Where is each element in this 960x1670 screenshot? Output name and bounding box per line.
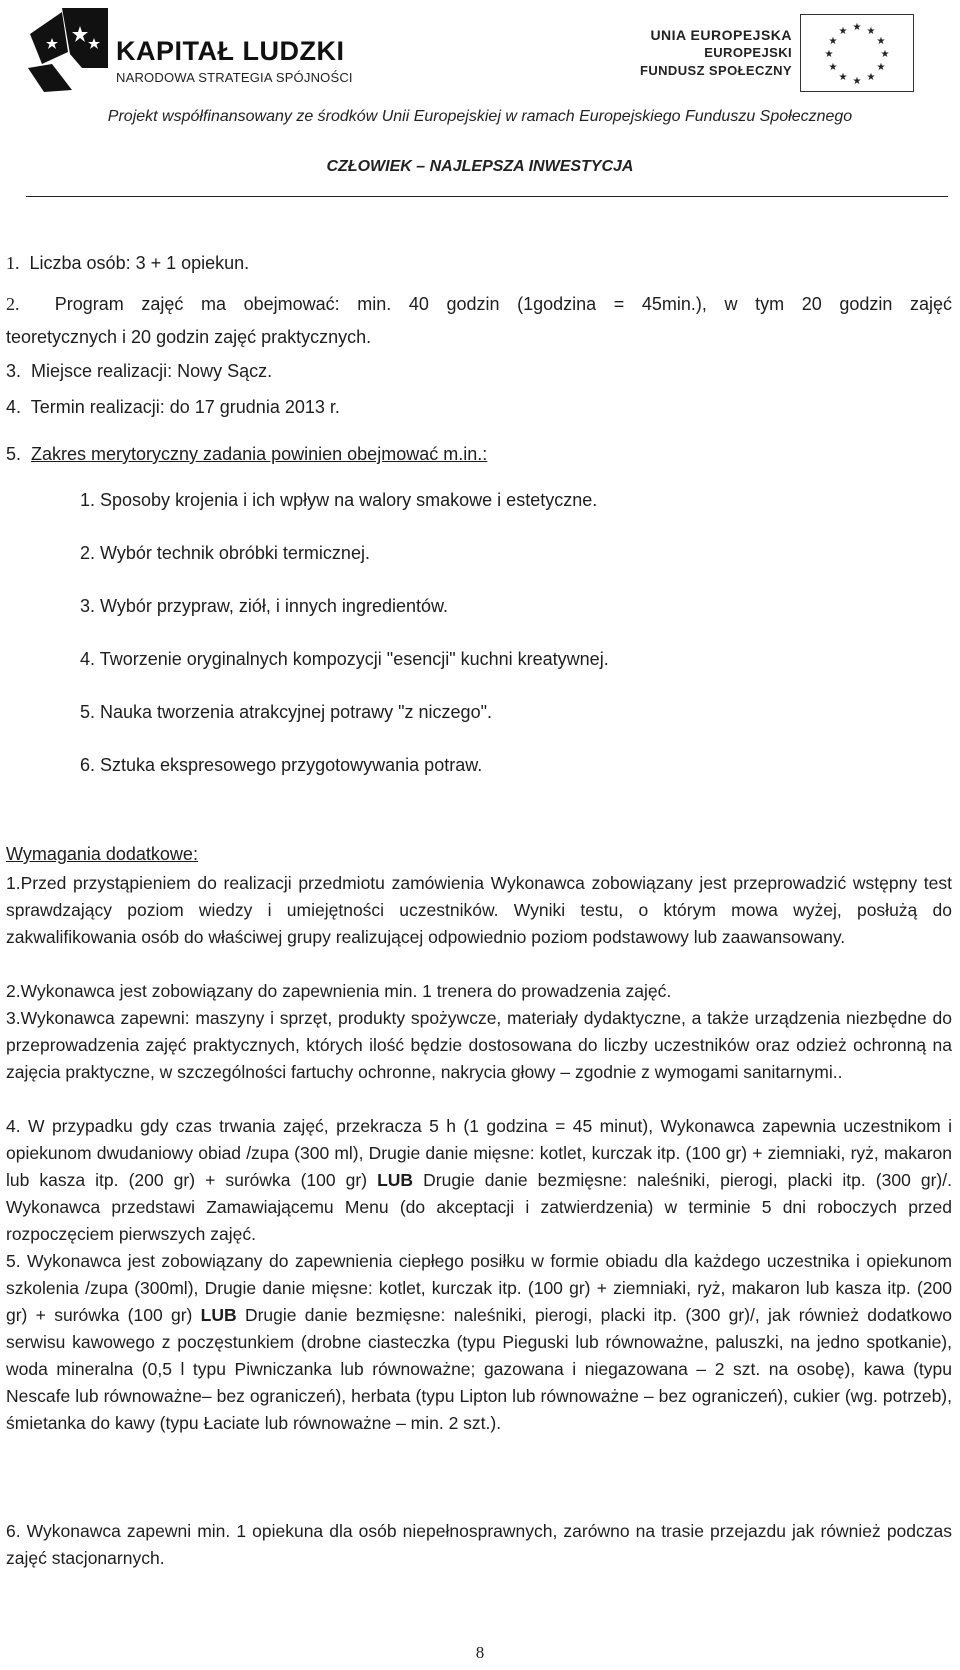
list-item-continuation: teoretycznych i 20 godzin zajęć praktycznych. bbox=[6, 327, 372, 347]
list-item bbox=[6, 444, 487, 465]
svg-text:★: ★ bbox=[876, 62, 886, 73]
requirement-paragraph-5 bbox=[6, 1248, 952, 1437]
list-item-number: 5. bbox=[6, 444, 22, 464]
list-item-text: Miejsce realizacji: Nowy Sącz. bbox=[31, 361, 273, 381]
list-item-number: 1. bbox=[6, 253, 20, 273]
sub-list-item: 2. Wybór technik obróbki termicznej. bbox=[80, 543, 370, 563]
sub-list-item: 1. Sposoby krojenia i ich wpływ na walory smakowe i estetyczne. bbox=[80, 490, 598, 510]
sub-list-item: 6. Sztuka ekspresowego przygotowywania potraw. bbox=[80, 755, 483, 775]
svg-text:★: ★ bbox=[880, 49, 890, 60]
eu-flag-icon bbox=[800, 14, 914, 92]
list-item-number: 2. bbox=[6, 294, 20, 314]
list-item-text: Program zajęć ma obejmować: min. 40 godzin (1godzina = 45min.), w tym 20 godzin zajęć bbox=[54, 294, 952, 314]
paragraph-bold-text: LUB bbox=[200, 1305, 237, 1325]
eu-line-1: UNIA EUROPEJSKA bbox=[650, 27, 792, 43]
svg-text:★: ★ bbox=[828, 36, 838, 47]
sub-list-item: 4. Tworzenie oryginalnych kompozycji "esencji" kuchni kreatywnej. bbox=[80, 649, 609, 669]
list-item bbox=[6, 253, 249, 274]
requirement-paragraph-2: 2.Wykonawca jest zobowiązany do zapewnienia min. 1 trenera do prowadzenia zajęć. bbox=[6, 981, 672, 1001]
paragraph-text: Drugie danie bezmięsne: naleśniki, pierogi, placki itp. (300 gr)/. Wykonawca przedstawi Zamawiającemu Menu (do akceptacji i zatwierdzenia) w terminie 5 dni roboczych przed rozpoczęciem pierwszych zajęć. bbox=[6, 1170, 952, 1244]
kapital-ludzki-title: KAPITAŁ LUDZKI bbox=[116, 36, 345, 66]
svg-text:★: ★ bbox=[838, 26, 848, 37]
eu-logo bbox=[620, 14, 920, 94]
eu-line-3: FUNDUSZ SPOŁECZNY bbox=[640, 63, 792, 78]
sub-list-item: 3. Wybór przypraw, ziół, i innych ingredientów. bbox=[80, 596, 449, 616]
header-divider bbox=[26, 196, 948, 197]
list-item bbox=[6, 361, 272, 382]
list-item-text: Zakres merytoryczny zadania powinien obejmować m.in.: bbox=[31, 444, 488, 464]
list-item bbox=[6, 294, 952, 315]
svg-text:★: ★ bbox=[852, 76, 862, 87]
project-cofinancing-line: Projekt współfinansowany ze środków Unii Europejskiej w ramach Europejskiego Funduszu Społecznego bbox=[107, 108, 853, 125]
svg-text:★: ★ bbox=[876, 36, 886, 47]
paragraph-bold-text: LUB bbox=[377, 1170, 414, 1190]
requirement-paragraph-6: 6. Wykonawca zapewni min. 1 opiekuna dla osób niepełnosprawnych, zarówno na trasie przejazdu jak również podczas zajęć stacjonarnych. bbox=[6, 1521, 952, 1568]
svg-text:★: ★ bbox=[838, 72, 848, 83]
svg-text:★: ★ bbox=[824, 49, 834, 60]
page-header bbox=[0, 0, 960, 200]
eu-logo-text bbox=[640, 26, 792, 80]
paragraph-text: 4. W przypadku gdy czas trwania zajęć, przekracza 5 h (1 godzina = 45 minut), Wykonawca zapewnia uczestnikom i opiekunom dwudaniowy obiad /zupa (300 ml), Drugie danie mięsne: kotlet, kurczak itp. (100 gr) + ziemniaki, ryż, makaron lub kasza itp. (200 gr) + surówka (100 gr) bbox=[6, 1116, 952, 1190]
list-item bbox=[6, 397, 340, 418]
page-number: 8 bbox=[475, 1643, 485, 1662]
additional-requirements-heading: Wymagania dodatkowe: bbox=[6, 844, 198, 864]
list-item-number: 3. bbox=[6, 361, 22, 381]
requirement-paragraph-1: 1.Przed przystąpieniem do realizacji przedmiotu zamówienia Wykonawca zobowiązany jest przeprowadzić wstępny test sprawdzający poziom wiedzy i umiejętności uczestników. Wyniki testu, o którym mowa wyżej, posłużą do zakwalifikowania osób do właściwej grupy realizującej odpowiednio poziom podstawowy lub zaawansowany. bbox=[6, 873, 952, 947]
requirement-paragraph-4 bbox=[6, 1113, 952, 1248]
motto: CZŁOWIEK – NAJLEPSZA INWESTYCJA bbox=[326, 158, 634, 175]
list-item-text: Termin realizacji: do 17 grudnia 2013 r. bbox=[30, 397, 340, 417]
svg-text:★: ★ bbox=[828, 62, 838, 73]
list-item-number: 4. bbox=[6, 397, 22, 417]
kapital-ludzki-emblem-icon bbox=[22, 4, 114, 96]
paragraph-text: Drugie danie bezmięsne: naleśniki, pierogi, placki itp. (300 gr)/, jak również dodatkowo serwisu kawowego z poczęstunkiem (drobne ciasteczka (typu Pieguski lub równoważne, paluszki, na jedno spotkanie), woda mineralna (0,5 l typu Piwniczanka lub równoważne; gazowana i niegazowana – 2 szt. na osobę), kawa (typu Nescafe lub równoważne– bez ograniczeń), herbata (typu Lipton lub równoważne – bez ograniczeń), cukier (wg. potrzeb), śmietanka do kawy (typu Łaciate lub równoważne – min. 2 szt.). bbox=[6, 1305, 952, 1433]
svg-text:★: ★ bbox=[866, 26, 876, 37]
sub-list-item: 5. Nauka tworzenia atrakcyjnej potrawy "z niczego". bbox=[80, 702, 492, 722]
requirement-paragraph-3: 3.Wykonawca zapewni: maszyny i sprzęt, produkty spożywcze, materiały dydaktyczne, a także urządzenia niezbędne do przeprowadzenia zajęć praktycznych, których ilość będzie dostosowana do liczby uczestników oraz odzież ochronną na zajęcia praktyczne, w szczególności fartuchy ochronne, nakrycia głowy – zgodnie z wymogami sanitarnymi.. bbox=[6, 1008, 952, 1082]
kapital-ludzki-subtitle: NARODOWA STRATEGIA SPÓJNOŚCI bbox=[116, 70, 353, 85]
svg-text:★: ★ bbox=[852, 22, 862, 33]
paragraph-text: 5. Wykonawca jest zobowiązany do zapewnienia ciepłego posiłku w formie obiadu dla każdego uczestnika i opiekunom szkolenia /zupa (300ml), Drugie danie mięsne: kotlet, kurczak itp. (100 gr) + ziemniaki, ryż, makaron lub kasza itp. (200 gr) + surówka (100 gr) bbox=[6, 1251, 952, 1325]
list-item-text: Liczba osób: 3 + 1 opiekun. bbox=[29, 253, 250, 273]
svg-text:★: ★ bbox=[866, 72, 876, 83]
kapital-ludzki-logo bbox=[22, 4, 352, 96]
eu-line-2: EUROPEJSKI bbox=[704, 45, 792, 60]
